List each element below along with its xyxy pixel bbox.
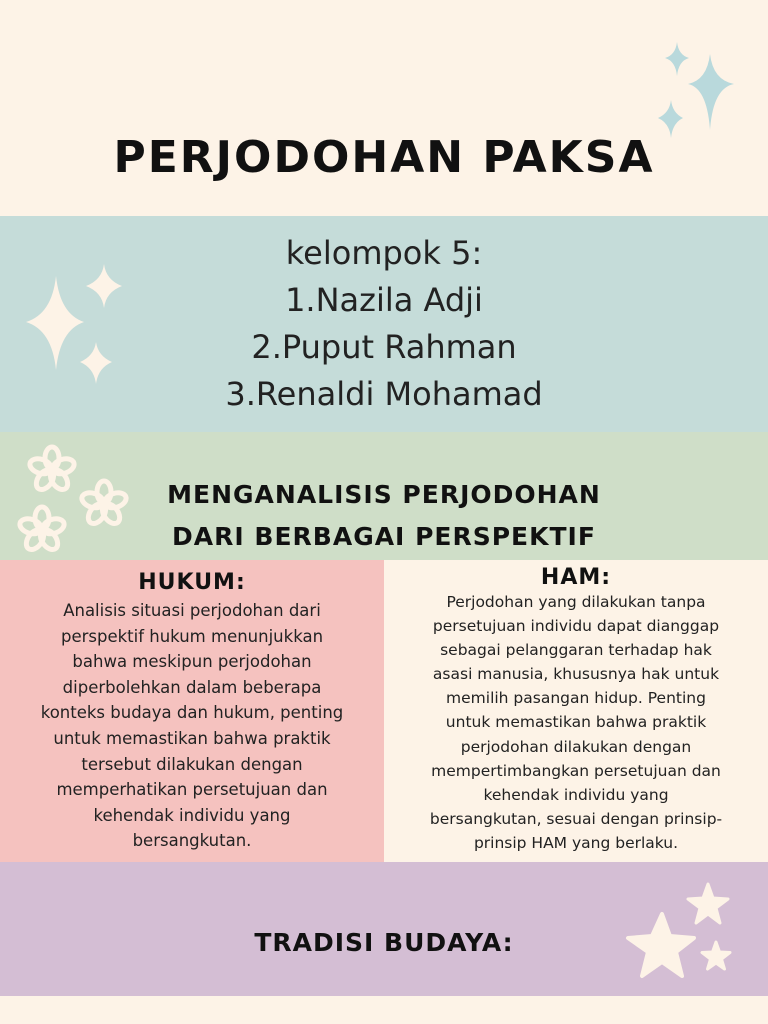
star-tiny-icon — [702, 942, 730, 969]
ham-line: kehendak individu yang — [483, 785, 669, 804]
sparkle-icon — [22, 262, 132, 392]
hukum-heading: HUKUM: — [138, 570, 246, 595]
member-item: 2.Puput Rahman — [251, 328, 517, 366]
analysis-heading — [0, 474, 768, 558]
ham-heading: HAM: — [540, 565, 612, 590]
page-title: PERJODOHAN PAKSA — [113, 132, 655, 183]
hukum-line: untuk memastikan bahwa praktik — [53, 728, 331, 748]
ham-line: persetujuan individu dapat dianggap — [432, 617, 720, 636]
hukum-line: bersangkutan. — [132, 831, 252, 851]
ham-text — [390, 590, 762, 855]
sparkle-large-icon — [688, 54, 734, 130]
member-item: 3.Renaldi Mohamad — [225, 375, 543, 413]
ham-line: sebagai pelanggaran terhadap hak — [440, 641, 712, 660]
sparkle-small-icon — [658, 100, 683, 138]
hukum-line: perspektif hukum menunjukkan — [60, 626, 324, 646]
star-large-icon — [628, 914, 694, 976]
ham-line: mempertimbangkan persetujuan dan — [431, 761, 721, 780]
ham-line: memilih pasangan hidup. Penting — [446, 689, 706, 708]
bottom-band — [0, 996, 768, 1024]
hukum-line: bahwa meskipun perjodohan — [72, 652, 312, 672]
hukum-line: kehendak individu yang — [93, 805, 291, 825]
ham-line: perjodohan dilakukan dengan — [460, 737, 692, 756]
hukum-line: memperhatikan persetujuan dan — [56, 780, 328, 800]
sparkle-large-icon — [26, 276, 84, 370]
hukum-line: konteks budaya dan hukum, penting — [40, 703, 344, 723]
sparkle-small-icon — [80, 342, 112, 384]
ham-line: asasi manusia, khususnya hak untuk — [432, 665, 720, 684]
member-item: 1.Nazila Adji — [285, 281, 483, 319]
ham-line: bersangkutan, sesuai dengan prinsip- — [429, 809, 723, 828]
analysis-heading-line2: DARI BERBAGAI PERSPEKTIF — [172, 522, 596, 551]
star-small-icon — [688, 884, 728, 923]
ham-line: prinsip HAM yang berlaku. — [473, 833, 679, 852]
tradisi-heading: TRADISI BUDAYA: — [254, 928, 514, 957]
ham-line: Perjodohan yang dilakukan tanpa — [446, 593, 706, 611]
hukum-text — [6, 598, 378, 854]
sparkle-small-icon — [665, 42, 689, 76]
star-icon — [620, 880, 740, 990]
sparkle-small-icon — [86, 264, 122, 308]
sparkle-icon — [652, 40, 742, 140]
hukum-line: Analisis situasi perjodohan dari — [63, 601, 321, 620]
hukum-line: tersebut dilakukan dengan — [81, 754, 303, 774]
hukum-line: diperbolehkan dalam beberapa — [62, 677, 322, 697]
analysis-heading-line1: MENGANALISIS PERJODOHAN — [167, 480, 601, 509]
ham-line: untuk memastikan bahwa praktik — [445, 713, 707, 732]
group-heading: kelompok 5: — [285, 234, 483, 272]
